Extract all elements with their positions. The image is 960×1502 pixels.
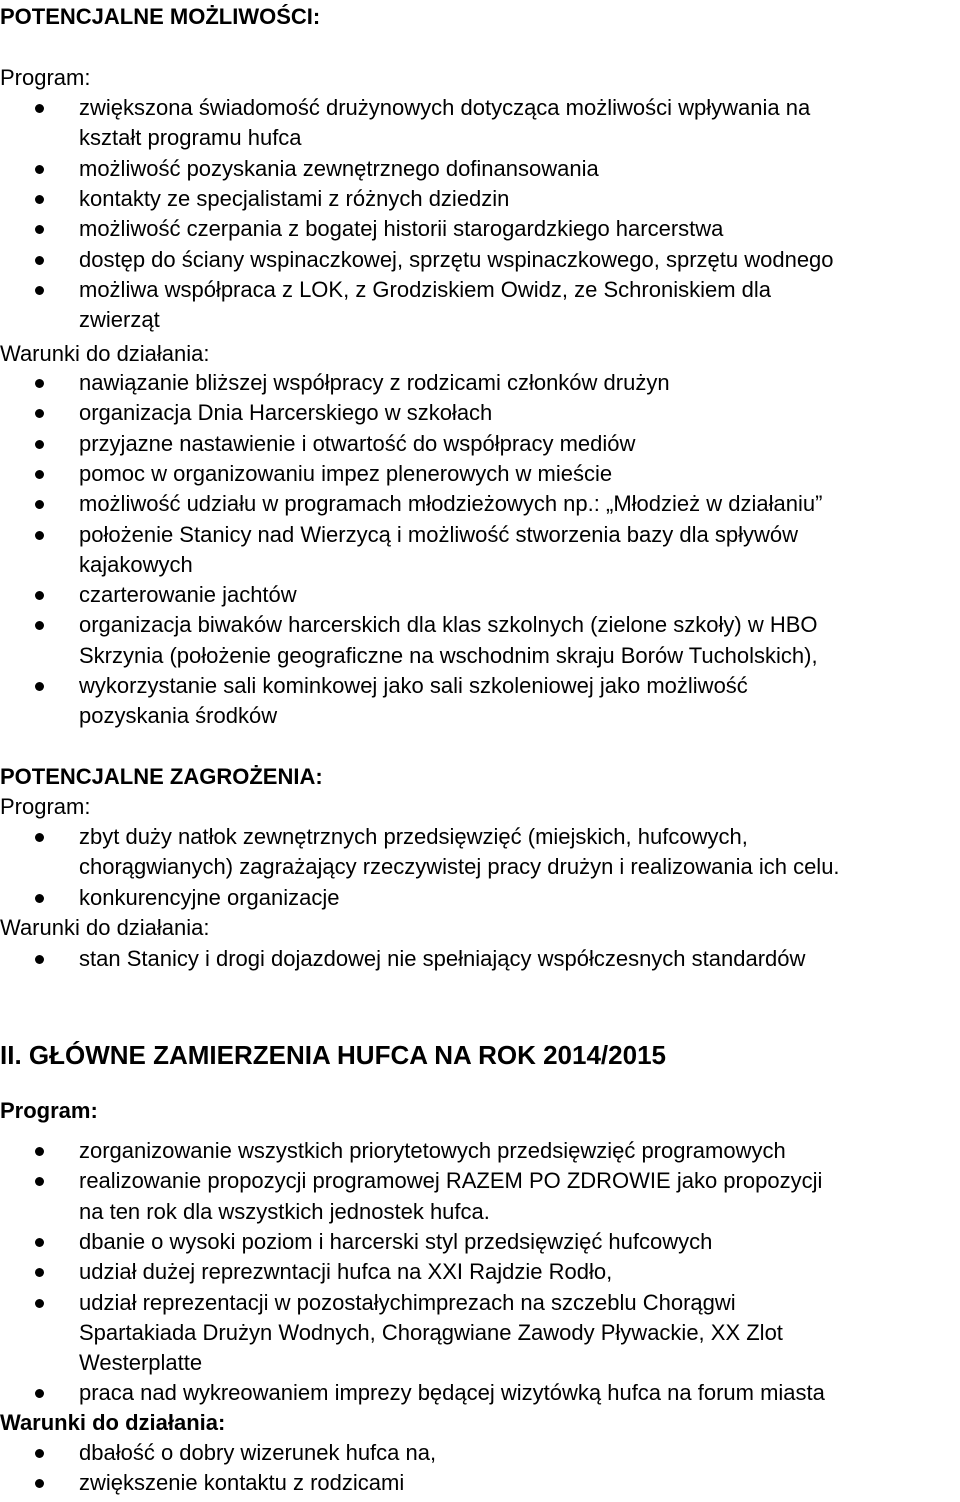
bullet-icon bbox=[35, 894, 44, 903]
list-item: zwiększona świadomość drużynowych dotycząca możliwości wpływania na bbox=[79, 95, 811, 120]
list-item: organizacja Dnia Harcerskiego w szkołach bbox=[79, 400, 493, 426]
list-item: możliwość udziału w programach młodzieżowych np.: „Młodzież w działaniu” bbox=[79, 491, 823, 517]
list-item: Skrzynia (położenie geograficzne na wschodnim skraju Borów Tucholskich), bbox=[79, 642, 818, 668]
bullet-icon bbox=[35, 1389, 44, 1398]
bullet-icon bbox=[35, 621, 44, 630]
bullet-icon bbox=[35, 379, 44, 388]
list-item: możliwość pozyskania zewnętrznego dofinansowania bbox=[79, 155, 599, 181]
list-item: kontakty ze specjalistami z różnych dziedzin bbox=[79, 185, 510, 211]
list-item: przyjazne nastawienie i otwartość do współpracy mediów bbox=[79, 430, 636, 456]
bullet-icon bbox=[35, 1268, 44, 1277]
program-label: Program: bbox=[0, 65, 91, 90]
list-item: realizowanie propozycji programowej RAZEM PO ZDROWIE jako propozycji bbox=[79, 1168, 823, 1194]
bullet-icon bbox=[35, 955, 44, 964]
list-item: dbanie o wysoki poziom i harcerski styl przedsięwzięć hufcowych bbox=[79, 1228, 713, 1254]
list-item: chorągwianych) zagrażający rzeczywistej pracy drużyn i realizowania ich celu. bbox=[79, 854, 840, 880]
bullet-icon bbox=[35, 225, 44, 234]
bullet-icon bbox=[35, 1479, 44, 1488]
list-item: stan Stanicy i drogi dojazdowej nie spełniający współczesnych standardów bbox=[79, 946, 806, 971]
list-item: dbałość o dobry wizerunek hufca na, bbox=[79, 1440, 437, 1465]
program-label: Program: bbox=[0, 1098, 98, 1123]
list-item: udział dużej reprezwntacji hufca na XXI Rajdzie Rodło, bbox=[79, 1259, 613, 1285]
bullet-icon bbox=[35, 286, 44, 295]
list-item: zorganizowanie wszystkich priorytetowych przedsięwzięć programowych bbox=[79, 1138, 786, 1163]
list-item: możliwa współpraca z LOK, z Grodziskiem Owidz, ze Schroniskiem dla bbox=[79, 276, 772, 302]
list-item: pozyskania środków bbox=[79, 703, 278, 729]
bullet-icon bbox=[35, 500, 44, 509]
bullet-icon bbox=[35, 531, 44, 540]
list-item: nawiązanie bliższej współpracy z rodzicami członków drużyn bbox=[79, 370, 670, 395]
bullet-icon bbox=[35, 440, 44, 449]
bullet-icon bbox=[35, 1177, 44, 1186]
list-item: dostęp do ściany wspinaczkowej, sprzętu wspinaczkowego, sprzętu wodnego bbox=[79, 246, 834, 272]
bullet-icon bbox=[35, 256, 44, 265]
list-item: zwierząt bbox=[79, 307, 160, 333]
section-heading: POTENCJALNE ZAGROŻENIA: bbox=[0, 764, 323, 789]
bullet-icon bbox=[35, 1449, 44, 1458]
list-item: zwiększenie kontaktu z rodzicami bbox=[79, 1470, 405, 1496]
list-item: Spartakiada Drużyn Wodnych, Chorągwiane Zawody Pływackie, XX Zlot bbox=[79, 1319, 783, 1345]
conditions-label: Warunki do działania: bbox=[0, 915, 210, 940]
bullet-icon bbox=[35, 1238, 44, 1247]
section-heading: II. GŁÓWNE ZAMIERZENIA HUFCA NA ROK 2014/2015 bbox=[0, 1040, 666, 1070]
conditions-label: Warunki do działania: bbox=[0, 1410, 226, 1435]
conditions-label: Warunki do działania: bbox=[0, 341, 210, 366]
list-item: czarterowanie jachtów bbox=[79, 582, 297, 608]
bullet-icon bbox=[35, 591, 44, 600]
list-item: organizacja biwaków harcerskich dla klas szkolnych (zielone szkoły) w HBO bbox=[79, 612, 818, 638]
bullet-icon bbox=[35, 165, 44, 174]
bullet-icon bbox=[35, 682, 44, 691]
list-item: możliwość czerpania z bogatej historii starogardzkiego harcerstwa bbox=[79, 216, 724, 242]
list-item: na ten rok dla wszystkich jednostek hufca. bbox=[79, 1198, 490, 1224]
list-item: zbyt duży natłok zewnętrznych przedsięwzięć (miejskich, hufcowych, bbox=[79, 824, 748, 849]
bullet-icon bbox=[35, 104, 44, 113]
bullet-icon bbox=[35, 195, 44, 204]
list-item: wykorzystanie sali kominkowej jako sali szkoleniowej jako możliwość bbox=[79, 673, 748, 698]
list-item: praca nad wykreowaniem imprezy będącej wizytówką hufca na forum miasta bbox=[79, 1380, 825, 1406]
list-item: Westerplatte bbox=[79, 1350, 203, 1376]
list-item: położenie Stanicy nad Wierzycą i możliwość stworzenia bazy dla spływów bbox=[79, 521, 798, 547]
list-item: kształt programu hufca bbox=[79, 125, 302, 151]
bullet-icon bbox=[35, 1299, 44, 1308]
list-item: kajakowych bbox=[79, 551, 193, 577]
bullet-icon bbox=[35, 833, 44, 842]
section-heading: POTENCJALNE MOŻLIWOŚCI: bbox=[0, 4, 321, 29]
list-item: konkurencyjne organizacje bbox=[79, 884, 340, 910]
bullet-icon bbox=[35, 470, 44, 479]
list-item: pomoc w organizowaniu impez plenerowych w mieście bbox=[79, 460, 613, 486]
bullet-icon bbox=[35, 409, 44, 418]
program-label: Program: bbox=[0, 794, 91, 819]
bullet-icon bbox=[35, 1147, 44, 1156]
list-item: udział reprezentacji w pozostałychimprezach na szczeblu Chorągwi bbox=[79, 1289, 736, 1315]
